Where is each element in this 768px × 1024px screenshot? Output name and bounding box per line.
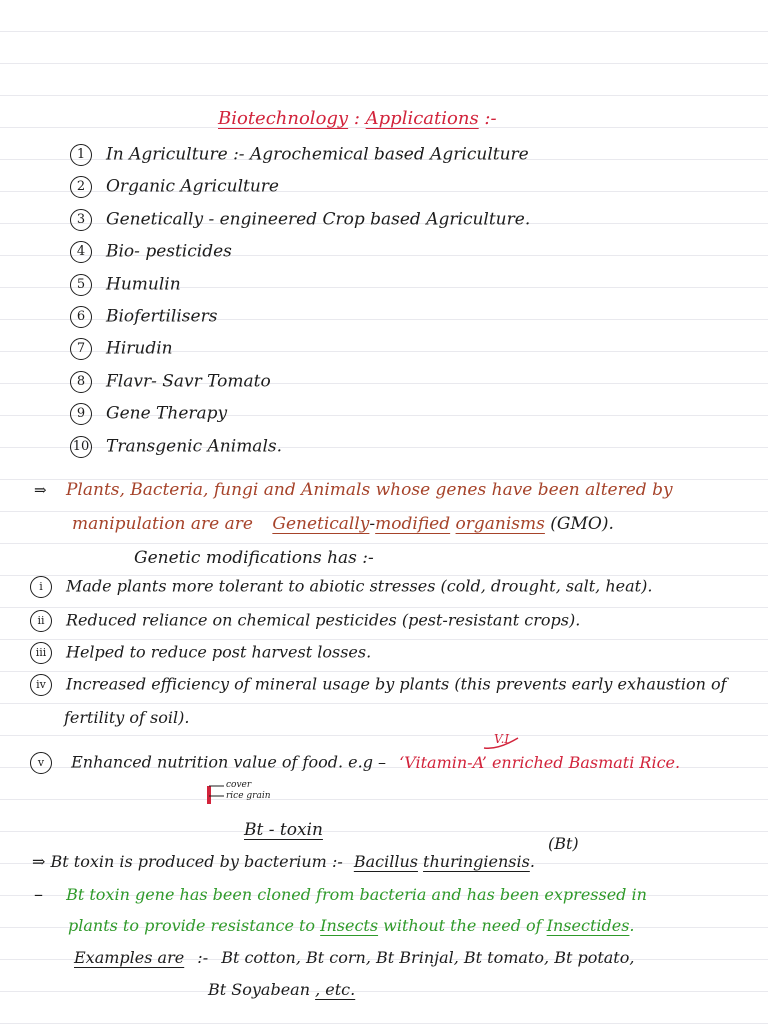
gmo-heading: Genetic modifications has :- [134, 548, 374, 568]
bt-text-1: ⇒ Bt toxin is produced by bacterium :- [32, 852, 343, 871]
application-item [70, 371, 271, 393]
vi-note: V.I [494, 732, 510, 746]
rice-grain-icon [206, 782, 226, 808]
application-number: 6 [70, 306, 92, 328]
application-number: 2 [70, 176, 92, 198]
vi-note-mark-icon [482, 736, 522, 752]
modification-text: Reduced reliance on chemical pesticides (pest-resistant crops). [66, 610, 581, 630]
modification-text: Helped to reduce post harvest losses. [66, 642, 372, 662]
application-number: 9 [70, 403, 92, 425]
arrow-icon: ⇒ [34, 481, 47, 499]
examples-label: Examples are [74, 948, 185, 967]
application-text: Humulin [106, 274, 181, 295]
application-text: Biofertilisers [106, 306, 218, 327]
gmo-term-modified: modified [375, 514, 451, 534]
bt-examples [74, 948, 634, 967]
application-item [70, 209, 530, 231]
bt-text-3a: plants to provide resistance to [68, 916, 316, 935]
title-main: Biotechnology [218, 108, 349, 129]
bt-line-1 [32, 852, 535, 871]
application-number: 1 [70, 144, 92, 166]
bt-insects: Insects [320, 916, 379, 935]
application-text: Gene Therapy [106, 403, 228, 424]
vitamin-a-rice: ‘Vitamin-A’ enriched Basmati Rice. [399, 752, 681, 772]
application-item [70, 338, 173, 360]
modification-item [30, 610, 580, 632]
application-number: 7 [70, 338, 92, 360]
gmo-abbr: (GMO). [550, 514, 614, 534]
mod-item-v [30, 752, 680, 774]
application-number: 8 [70, 371, 92, 393]
examples-list-2: Bt Soyabean [208, 980, 310, 999]
title-sub: Applications [365, 108, 479, 129]
bt-period: . [529, 852, 535, 871]
modification-number: ii [30, 610, 52, 632]
bt-abbr: (Bt) [548, 834, 579, 853]
gmo-term-dash: - [369, 514, 376, 534]
modification-item [30, 642, 371, 664]
application-item [70, 176, 279, 198]
bt-line-3 [68, 916, 635, 935]
diagram-label-cover: cover [226, 780, 252, 790]
modification-item [30, 674, 727, 696]
title-tail: :- [484, 108, 497, 129]
gmo-text-2: manipulation are are [72, 514, 253, 534]
mod-number-v: v [30, 752, 52, 774]
examples-etc: , etc. [315, 980, 356, 999]
mod-iv-continuation: fertility of soil). [64, 708, 190, 727]
application-number: 5 [70, 274, 92, 296]
application-text: Transgenic Animals. [106, 436, 283, 457]
gmo-term-organisms: organisms [455, 514, 545, 534]
application-number: 10 [70, 436, 92, 458]
title-separator: : [353, 108, 360, 129]
bt-text-2: Bt toxin gene has been cloned from bacteria and has been expressed in [66, 885, 647, 904]
bt-text-3b: without the need of [383, 916, 542, 935]
bt-thuringiensis: thuringiensis [423, 852, 530, 871]
modification-text: Made plants more tolerant to abiotic stresses (cold, drought, salt, heat). [66, 576, 653, 596]
application-item [70, 144, 529, 166]
diagram-label-rice-grain: rice grain [226, 791, 271, 801]
mod-text-v: Enhanced nutrition value of food. e.g – [71, 752, 387, 772]
application-text: Hirudin [106, 338, 173, 359]
application-item [70, 241, 232, 263]
modification-number: iv [30, 674, 52, 696]
gmo-text-1: Plants, Bacteria, fungi and Animals whose genes have been altered by [65, 480, 673, 500]
application-text: Bio- pesticides [106, 241, 232, 262]
bt-line-2 [34, 884, 647, 905]
modification-text: Increased efficiency of mineral usage by plants (this prevents early exhaustion of [66, 674, 727, 694]
application-item [70, 403, 227, 425]
examples-sep: :- [197, 948, 209, 967]
modification-number: i [30, 576, 52, 598]
rice-grain-diagram [206, 780, 271, 810]
examples-list: Bt cotton, Bt corn, Bt Brinjal, Bt tomato, Bt potato, [221, 948, 635, 967]
gmo-line-1 [34, 480, 673, 500]
application-item [70, 274, 181, 296]
application-text: Flavr- Savr Tomato [106, 371, 271, 392]
application-number: 3 [70, 209, 92, 231]
dash-icon: – [34, 884, 43, 905]
application-text: Organic Agriculture [106, 176, 279, 197]
bt-heading: Bt - toxin [244, 820, 323, 840]
bt-examples-2 [208, 980, 355, 999]
bt-bacillus: Bacillus [353, 852, 418, 871]
bt-insecticides: Insectides [546, 916, 630, 935]
application-number: 4 [70, 241, 92, 263]
gmo-line-2 [72, 514, 614, 534]
application-item [70, 306, 217, 328]
gmo-term-genetically: Genetically [272, 514, 370, 534]
modification-number: iii [30, 642, 52, 664]
page-title [218, 108, 497, 129]
application-text: In Agriculture :- Agrochemical based Agriculture [106, 144, 529, 165]
modification-item [30, 576, 652, 598]
bt-text-3c: . [629, 916, 635, 935]
application-text: Genetically - engineered Crop based Agriculture. [106, 209, 531, 230]
application-item [70, 436, 282, 458]
